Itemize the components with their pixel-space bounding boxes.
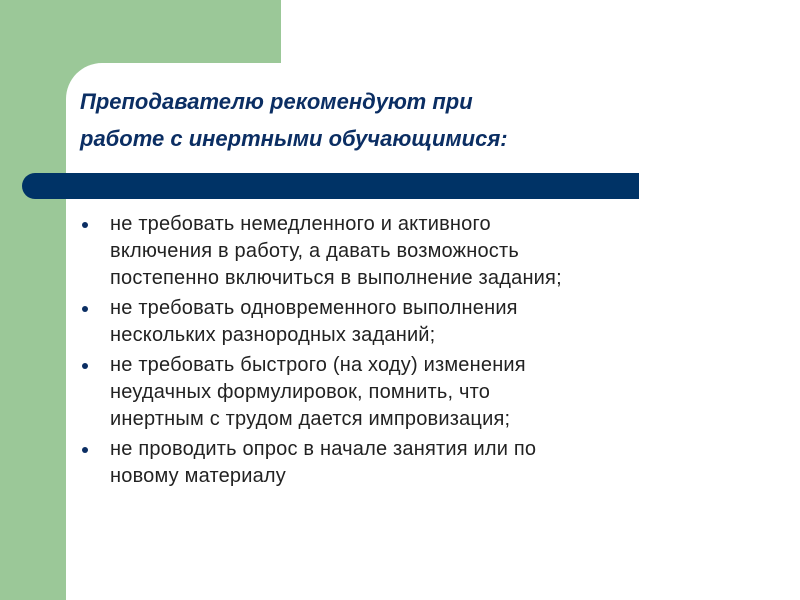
bullet-4-line-2: новому материалу xyxy=(110,465,287,487)
title-divider-bar xyxy=(22,173,639,199)
bullet-dot-icon xyxy=(82,447,88,453)
bullet-1-line-1: не требовать немедленного и активного xyxy=(110,213,491,235)
bullet-item-3 xyxy=(78,352,778,433)
bullet-1-line-3: постепенно включиться в выполнение задания; xyxy=(110,267,562,289)
bullet-4-line-1: не проводить опрос в начале занятия или по xyxy=(110,438,537,460)
slide-title xyxy=(80,83,720,157)
bullet-item-2 xyxy=(78,295,778,349)
slide-title-line-2: работе с инертными обучающимися: xyxy=(80,126,508,151)
bullet-list xyxy=(78,211,778,493)
bullet-item-4 xyxy=(78,436,778,490)
bullet-item-1 xyxy=(78,211,778,292)
bullet-2-line-2: нескольких разнородных заданий; xyxy=(110,324,436,346)
bullet-2-line-1: не требовать одновременного выполнения xyxy=(110,297,518,319)
bullet-3-line-2: неудачных формулировок, помнить, что xyxy=(110,381,491,403)
bullet-dot-icon xyxy=(82,363,88,369)
bullet-1-line-2: включения в работу, а давать возможность xyxy=(110,240,519,262)
bullet-dot-icon xyxy=(82,306,88,312)
bullet-dot-icon xyxy=(82,222,88,228)
bullet-3-line-3: инертным с трудом дается импровизация; xyxy=(110,408,511,430)
slide-title-line-1: Преподавателю рекомендуют при xyxy=(80,89,473,114)
bullet-3-line-1: не требовать быстрого (на ходу) изменения xyxy=(110,354,526,376)
